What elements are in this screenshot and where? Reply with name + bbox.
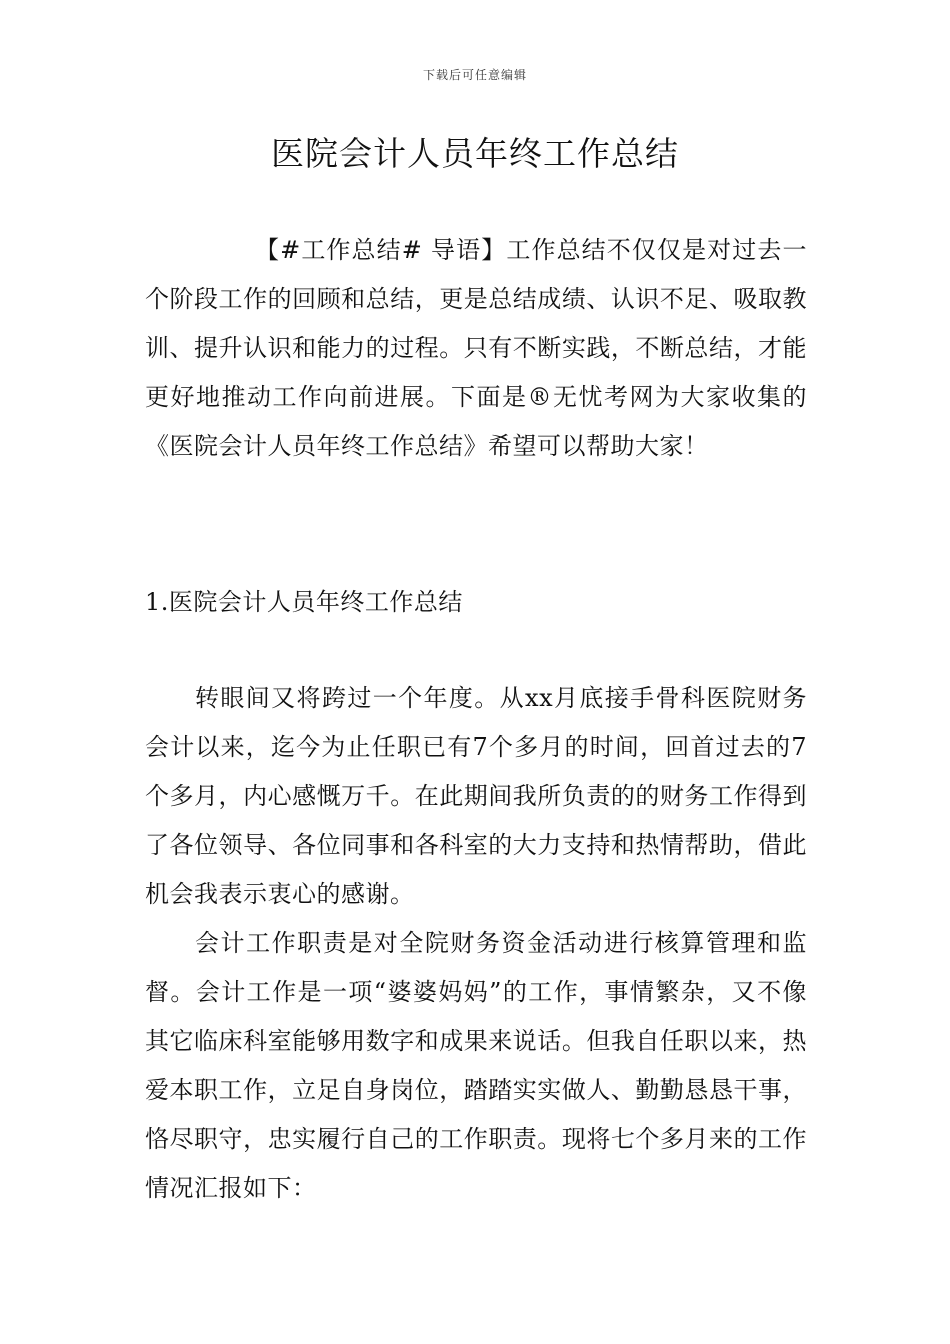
section-heading: 1.医院会计人员年终工作总结 bbox=[145, 588, 463, 616]
intro-paragraph: 【#工作总结# 导语】工作总结不仅仅是对过去一个阶段工作的回顾和总结，更是总结成绩、认识不足、吸取教训、提升认识和能力的过程。只有不断实践，不断总结，才能更好地推动工作向前进展。下面是®无忧考网为大家收集的《医院会计人员年终工作总结》希望可以帮助大家！ bbox=[145, 236, 807, 460]
document-title: 医院会计人员年终工作总结 bbox=[271, 134, 679, 173]
body-paragraph: 会计工作职责是对全院财务资金活动进行核算管理和监督。会计工作是一项“婆婆妈妈”的工作，事情繁杂，又不像其它临床科室能够用数字和成果来说话。但我自任职以来，热爱本职工作，立足自身岗位，踏踏实实做人、勤勤恳恳干事，恪尽职守，忠实履行自己的工作职责。现将七个多月来的工作情况汇报如下： bbox=[145, 929, 807, 1202]
header-note: 下载后可任意编辑 bbox=[422, 68, 527, 82]
body-paragraph: 转眼间又将跨过一个年度。从xx月底接手骨科医院财务会计以来，迄今为止任职已有7个多月的时间，回首过去的7个多月，内心感慨万千。在此期间我所负责的的财务工作得到了各位领导、各位同事和各科室的大力支持和热情帮助，借此机会我表示衷心的感谢。 bbox=[145, 684, 807, 908]
